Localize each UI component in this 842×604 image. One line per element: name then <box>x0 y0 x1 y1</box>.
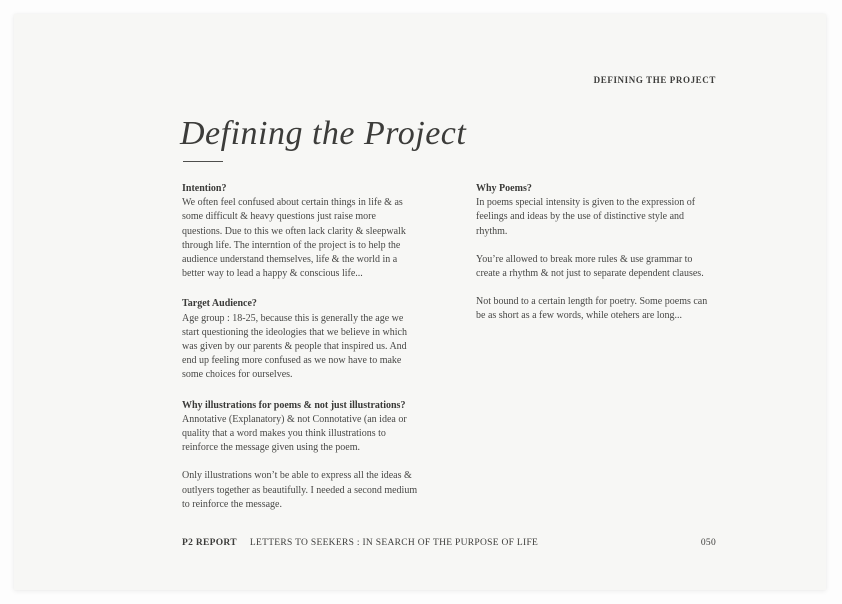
running-head: DEFINING THE PROJECT <box>593 75 716 85</box>
content-columns <box>182 182 716 528</box>
section-paragraph: Age group : 18-25, because this is generally the age we start questioning the ideologies that we believe in which was given by our parents & people that inspired us. And end up feeling more confused as we now have to make some choices for ourselves. <box>182 312 407 381</box>
section-paragraph: Annotative (Explanatory) & not Connotative (an idea or quality that a word makes you think illustrations to reinforce the message given using the poem. <box>182 413 407 454</box>
section-heading: Intention? <box>182 183 227 194</box>
section-target-audience <box>182 297 418 382</box>
section-heading: Why Poems? <box>476 183 532 194</box>
page-footer <box>182 538 716 548</box>
section-paragraph: In poems special intensity is given to the expression of feelings and ideas by the use of distinctive style and rhythm. <box>476 197 696 237</box>
section-heading: Why illustrations for poems & not just illustrations? <box>182 399 406 411</box>
report-title: LETTERS TO SEEKERS : IN SEARCH OF THE PURPOSE OF LIFE <box>249 538 539 548</box>
section-paragraph: Not bound to a certain length for poetry. Some poems can be as short as a few words, while otehers are long... <box>476 296 708 322</box>
section-paragraph: You’re allowed to break more rules & use grammar to create a rhythm & not just to separate dependent clauses. <box>476 253 704 280</box>
report-page <box>14 14 826 590</box>
right-column <box>476 182 716 528</box>
report-label: P2 REPORT <box>182 538 237 548</box>
left-column <box>182 182 418 528</box>
section-intention <box>182 182 418 281</box>
section-why-illustrations <box>182 399 418 512</box>
title-rule <box>183 161 223 162</box>
section-why-poems <box>476 182 716 324</box>
section-paragraph: Only illustrations won’t be able to express all the ideas & outlyers together as beautifully. I needed a second medium to reinforce the message. <box>182 470 418 510</box>
page-title: Defining the Project <box>180 115 467 152</box>
section-heading: Target Audience? <box>182 298 257 310</box>
section-paragraph: We often feel confused about certain things in life & as some difficult & heavy questions just raise more questions. Due to this we often lack clarity & sleepwalk through life. The interntion of the project is to help the audience understand themselves, life & the world in a better way to lead a happy & conscious life... <box>182 197 406 280</box>
page-number: 050 <box>700 538 716 548</box>
